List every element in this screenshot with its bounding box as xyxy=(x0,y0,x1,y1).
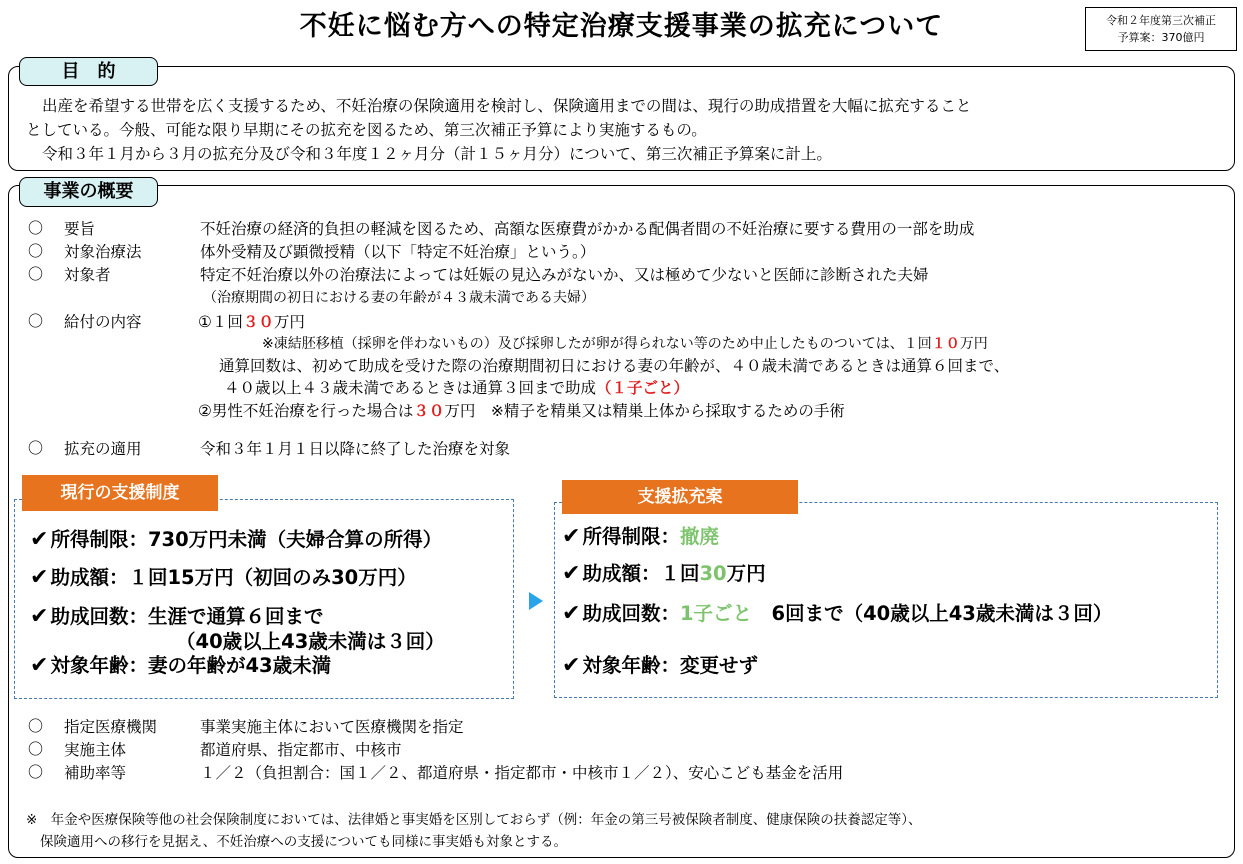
benefit-line-5 xyxy=(198,399,845,421)
benefit-l4-red: （１子ごと） xyxy=(596,379,690,397)
impl-text-entity: 都道府県、指定都市、中核市 xyxy=(200,741,402,759)
benefit-l4-pre: ４０歳以上４３歳未満であるときは通算３回まで助成 xyxy=(224,379,597,397)
impl-text-rate: １／２（負担割合：国１／２、都道府県・指定都市・中核市１／２）、安心こども基金を活用 xyxy=(200,764,844,782)
purpose-tag: 目 的 xyxy=(19,57,158,86)
proposal-amount-post: 万円 xyxy=(726,562,766,585)
budget-box xyxy=(1085,7,1237,51)
footnote-line-2: 保険適用への移行を見据え、不妊治療への支援についても同様に事実婚も対象とする。 xyxy=(40,834,568,850)
impl-text-institution: 事業実施主体において医療機関を指定 xyxy=(200,718,464,736)
bullet-icon: 〇 xyxy=(28,265,44,283)
proposal-header: 支援拡充案 xyxy=(562,480,798,514)
proposal-amount-value: 30 xyxy=(699,562,727,585)
benefit-line-4 xyxy=(224,376,689,398)
current-count xyxy=(30,601,323,629)
proposal-amount xyxy=(562,558,766,586)
proposal-count-green: 1子ごと xyxy=(679,602,753,625)
bullet-icon: 〇 xyxy=(28,242,44,260)
item-sub-target: （治療期間の初日における妻の年齢が４３歳未満である夫婦） xyxy=(203,290,595,306)
proposal-count-label: 助成回数： xyxy=(582,602,680,625)
purpose-line-2: としている。今般、可能な限り早期にその拡充を図るため、第三次補正予算により実施するもの。 xyxy=(26,121,707,139)
check-icon: ✔ xyxy=(30,565,49,590)
right-arrow-icon xyxy=(529,592,543,610)
item-label-purpose: 要旨 xyxy=(64,220,96,238)
bullet-icon: 〇 xyxy=(28,763,44,781)
item-label-benefit: 給付の内容 xyxy=(64,313,142,331)
proposal-income xyxy=(562,521,719,549)
benefit-l2-pre: ※凍結胚移植（採卵を伴わないもの）及び採卵したが卵が得られない等のため中止したものついては、１回 xyxy=(262,336,932,352)
check-icon: ✔ xyxy=(562,601,581,626)
benefit-l2-red: １０ xyxy=(931,336,960,352)
benefit-line-2 xyxy=(262,333,988,353)
current-age-text: 対象年齢：妻の年齢が43歳未満 xyxy=(50,654,332,677)
current-income-text: 所得制限：730万円未満（夫婦合算の所得） xyxy=(50,528,443,551)
proposal-amount-pre: 助成額：１回 xyxy=(582,562,700,585)
benefit-l2-post: 万円 xyxy=(959,336,988,352)
benefit-line-1 xyxy=(198,310,305,332)
budget-line2: 予算案：370億円 xyxy=(1117,31,1205,44)
current-system-header: 現行の支援制度 xyxy=(22,475,218,511)
current-age xyxy=(30,650,331,678)
budget-line1: 令和２年度第三次補正 xyxy=(1106,14,1216,27)
current-amount xyxy=(30,562,417,590)
bullet-icon: 〇 xyxy=(28,740,44,758)
benefit-l1-red: ３０ xyxy=(242,313,274,331)
current-income xyxy=(30,524,442,552)
benefit-l5-red: ３０ xyxy=(413,402,445,420)
item-label-target: 対象者 xyxy=(64,266,111,284)
bullet-icon: 〇 xyxy=(28,717,44,735)
impl-label-entity: 実施主体 xyxy=(64,741,127,759)
check-icon: ✔ xyxy=(562,524,581,549)
proposal-age xyxy=(562,650,758,678)
item-label-treatment: 対象治療法 xyxy=(64,243,142,261)
proposal-count xyxy=(562,598,1112,626)
benefit-line-3: 通算回数は、初めて助成を受けた際の治療期間初日における妻の年齢が、４０歳未満であるときは通算６回まで、 xyxy=(219,357,1010,375)
check-icon: ✔ xyxy=(562,561,581,586)
check-icon: ✔ xyxy=(30,527,49,552)
impl-label-rate: 補助率等 xyxy=(64,764,127,782)
overview-tag: 事業の概要 xyxy=(19,177,158,207)
purpose-line-3: 令和３年１月から３月の拡充分及び令和３年度１２ヶ月分（計１５ヶ月分）について、第三次補正予算案に計上。 xyxy=(42,145,832,163)
check-icon: ✔ xyxy=(562,653,581,678)
current-count-text: 助成回数：生涯で通算６回まで xyxy=(50,605,324,628)
current-count-note: （40歳以上43歳未満は３回） xyxy=(176,630,445,653)
bullet-icon: 〇 xyxy=(28,219,44,237)
impl-label-institution: 指定医療機関 xyxy=(64,718,158,736)
proposal-age-text: 対象年齢：変更せず xyxy=(582,654,758,677)
proposal-count-post: 6回まで（40歳以上43歳未満は３回） xyxy=(752,602,1113,625)
item-label-expansion: 拡充の適用 xyxy=(64,440,142,458)
benefit-l1-post: 万円 xyxy=(273,313,305,331)
benefit-l5-post: 万円 ※精子を精巣又は精巣上体から採取するための手術 xyxy=(444,402,845,420)
item-text-expansion: 令和３年１月１日以降に終了した治療を対象 xyxy=(200,440,511,458)
footnote-line-1: ※ 年金や医療保険等他の社会保険制度においては、法律婚と事実婚を区別しておらず（例：年金の第三号被保険者制度、健康保険の扶養認定等）、 xyxy=(26,812,922,828)
item-text-purpose: 不妊治療の経済的負担の軽減を図るため、高額な医療費がかかる配偶者間の不妊治療に要する費用の一部を助成 xyxy=(200,220,975,238)
item-text-target: 特定不妊治療以外の治療法によっては妊娠の見込みがないか、又は極めて少ないと医師に診断された夫婦 xyxy=(200,266,929,284)
proposal-income-value: 撤廃 xyxy=(679,525,719,548)
page-title: 不妊に悩む方への特定治療支援事業の拡充について xyxy=(299,11,944,42)
benefit-l5-pre: ②男性不妊治療を行った場合は xyxy=(198,402,414,420)
current-amount-text: 助成額：１回15万円（初回のみ30万円） xyxy=(50,566,417,589)
check-icon: ✔ xyxy=(30,604,49,629)
benefit-l1-pre: ①１回 xyxy=(198,313,243,331)
proposal-income-label: 所得制限： xyxy=(582,525,680,548)
item-text-treatment: 体外受精及び顕微授精（以下「特定不妊治療」という。） xyxy=(200,243,596,261)
bullet-icon: 〇 xyxy=(28,439,44,457)
bullet-icon: 〇 xyxy=(28,312,44,330)
check-icon: ✔ xyxy=(30,653,49,678)
purpose-line-1: 出産を希望する世帯を広く支援するため、不妊治療の保険適用を検討し、保険適用までの間は、現行の助成措置を大幅に拡充すること xyxy=(42,97,972,115)
